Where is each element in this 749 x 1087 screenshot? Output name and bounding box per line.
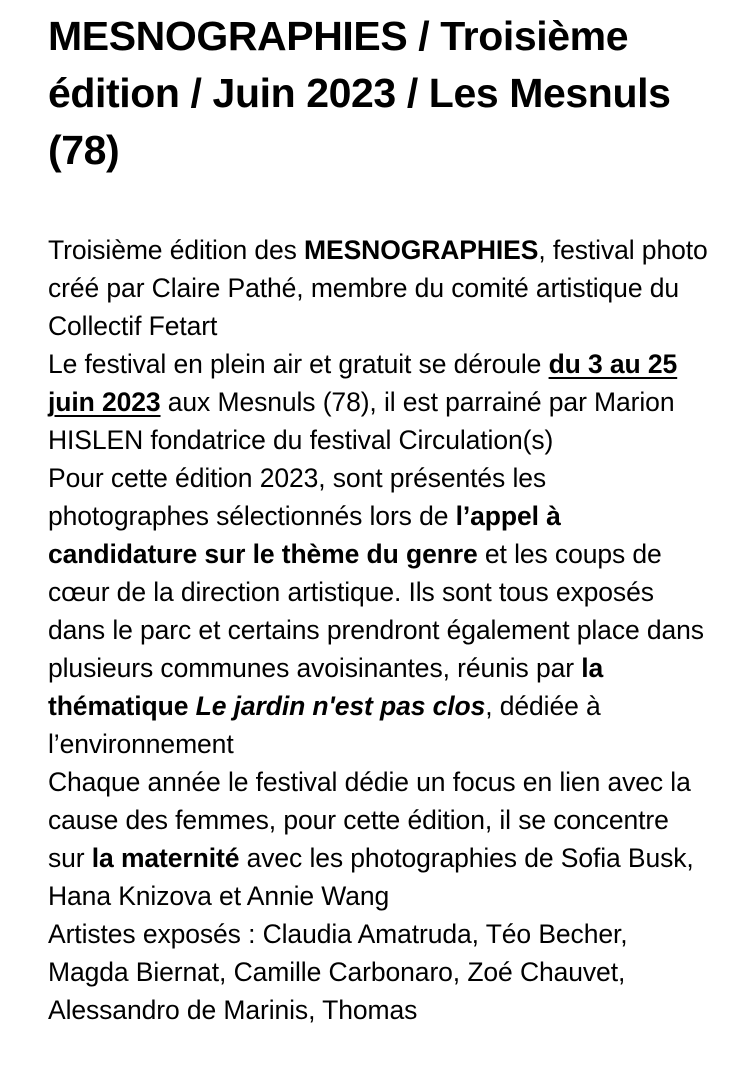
intro-text: Troisième édition des	[48, 235, 305, 265]
edition-text-continued: et les coups de cœur de la direction artistique. Ils sont tous exposés dans le parc et certains prendront également place dans plusieurs communes avoisinantes, réunis par	[48, 539, 704, 683]
theme-title: Le jardin n'est pas clos	[195, 691, 486, 721]
paragraph-dates	[48, 345, 708, 459]
article-body	[48, 231, 708, 1029]
artists-list: Artistes exposés : Claudia Amatruda, Téo Becher, Magda Biernat, Camille Carbonaro, Zoé Chauvet, Alessandro de Marinis, Thomas	[48, 919, 628, 1025]
edition-text: Pour cette édition 2023, sont présentés les photographes sélectionnés lors de	[48, 463, 547, 531]
focus-text-continued: avec les photographies de Sofia Busk, Hana Knizova et Annie Wang	[48, 843, 694, 911]
dates-text: Le festival en plein air et gratuit se déroule	[48, 349, 549, 379]
festival-name: MESNOGRAPHIES	[304, 235, 539, 265]
article	[48, 0, 708, 1029]
theme-label: la thématique	[48, 653, 604, 721]
festival-dates-link[interactable]: du 3 au 25 juin 2023	[48, 349, 678, 417]
intro-text-continued: , festival photo créé par Claire Pathé, membre du comité artistique du Collectif Fetart	[48, 235, 708, 341]
paragraph-focus	[48, 763, 708, 915]
paragraph-artists	[48, 915, 708, 1029]
call-for-entries: l’appel à candidature sur le thème du genre	[48, 501, 561, 569]
edition-text-end: , dédiée à l’environnement	[48, 691, 601, 759]
focus-text: Chaque année le festival dédie un focus en lien avec la cause des femmes, pour cette édition, il se concentre sur	[48, 767, 691, 873]
paragraph-edition	[48, 459, 708, 763]
focus-theme: la maternité	[91, 843, 240, 873]
page-title: MESNOGRAPHIES / Troisième édition / Juin 2023 / Les Mesnuls (78)	[48, 13, 671, 173]
paragraph-intro	[48, 231, 708, 345]
dates-text-continued: aux Mesnuls (78), il est parrainé par Marion HISLEN fondatrice du festival Circulation(s)	[48, 387, 675, 455]
